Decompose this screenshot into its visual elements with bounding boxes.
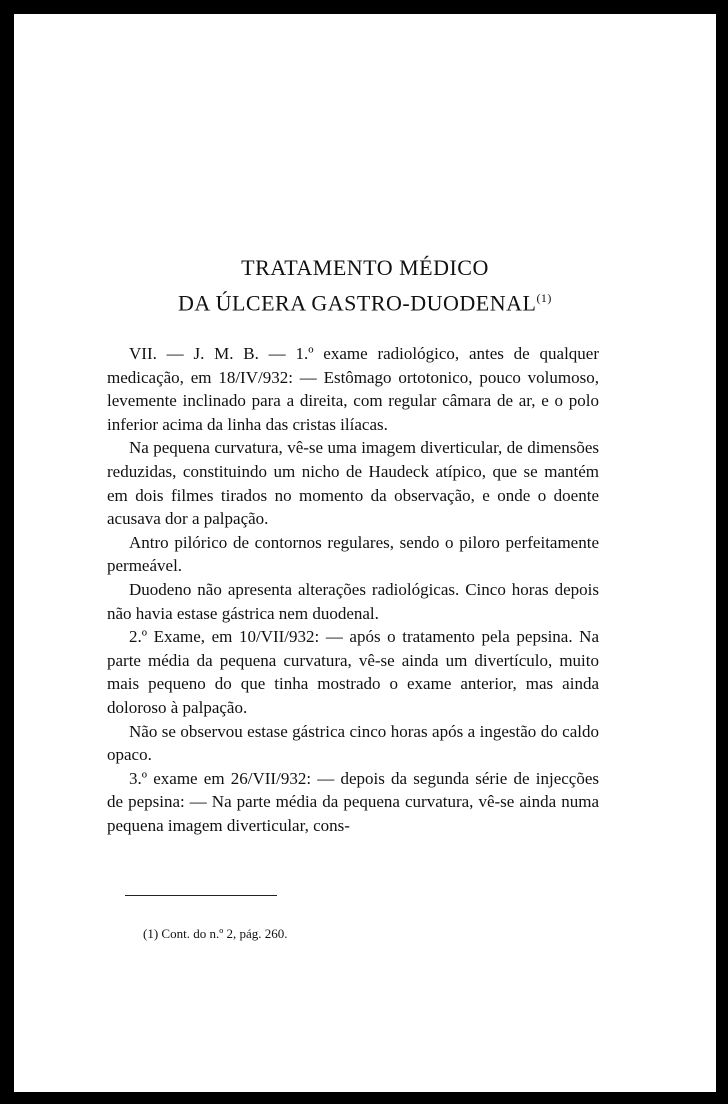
title-line-2-text: DA ÚLCERA GASTRO-DUODENAL	[178, 290, 537, 316]
footnote-divider	[125, 895, 277, 896]
title-line-2	[14, 283, 716, 318]
article-body	[107, 342, 599, 837]
paragraph: Antro pilórico de contornos regulares, sendo o piloro perfeitamente permeável.	[107, 532, 599, 576]
footnote: (1) Cont. do n.º 2, pág. 260.	[143, 926, 288, 941]
paragraph: Duodeno não apresenta alterações radiológicas. Cinco horas depois não havia estase gástrica nem duodenal.	[107, 579, 599, 623]
title-line-1: TRATAMENTO MÉDICO	[241, 255, 489, 280]
paragraph: 3.º exame em 26/VII/932: — depois da segunda série de injecções de pepsina: — Na parte média da pequena curvatura, vê-se ainda numa pequena imagem diverticular, cons-	[107, 768, 599, 835]
paragraph: 2.º Exame, em 10/VII/932: — após o tratamento pela pepsina. Na parte média da pequena curvatura, vê-se ainda um divertículo, muito mais pequeno do que tinha mostrado o exame anterior, mas ainda doloroso à palpação.	[107, 627, 599, 717]
page	[14, 14, 716, 1092]
title-footnote-mark: (1)	[536, 291, 552, 305]
article-title	[14, 252, 716, 318]
paragraph: Na pequena curvatura, vê-se uma imagem diverticular, de dimensões reduzidas, constituindo um nicho de Haudeck atípico, que se mantém em dois filmes tirados no momento da observação, e onde o doente acusava dor a palpação.	[107, 438, 599, 529]
paragraph: VII. — J. M. B. — 1.º exame radiológico, antes de qualquer medicação, em 18/IV/932: — Estômago ortotonico, pouco volumoso, levemente inclinado para a direita, com regular câmara de ar, e o polo inferior acima da linha das cristas ilíacas.	[107, 344, 599, 434]
paragraph: Não se observou estase gástrica cinco horas após a ingestão do caldo opaco.	[107, 721, 599, 765]
